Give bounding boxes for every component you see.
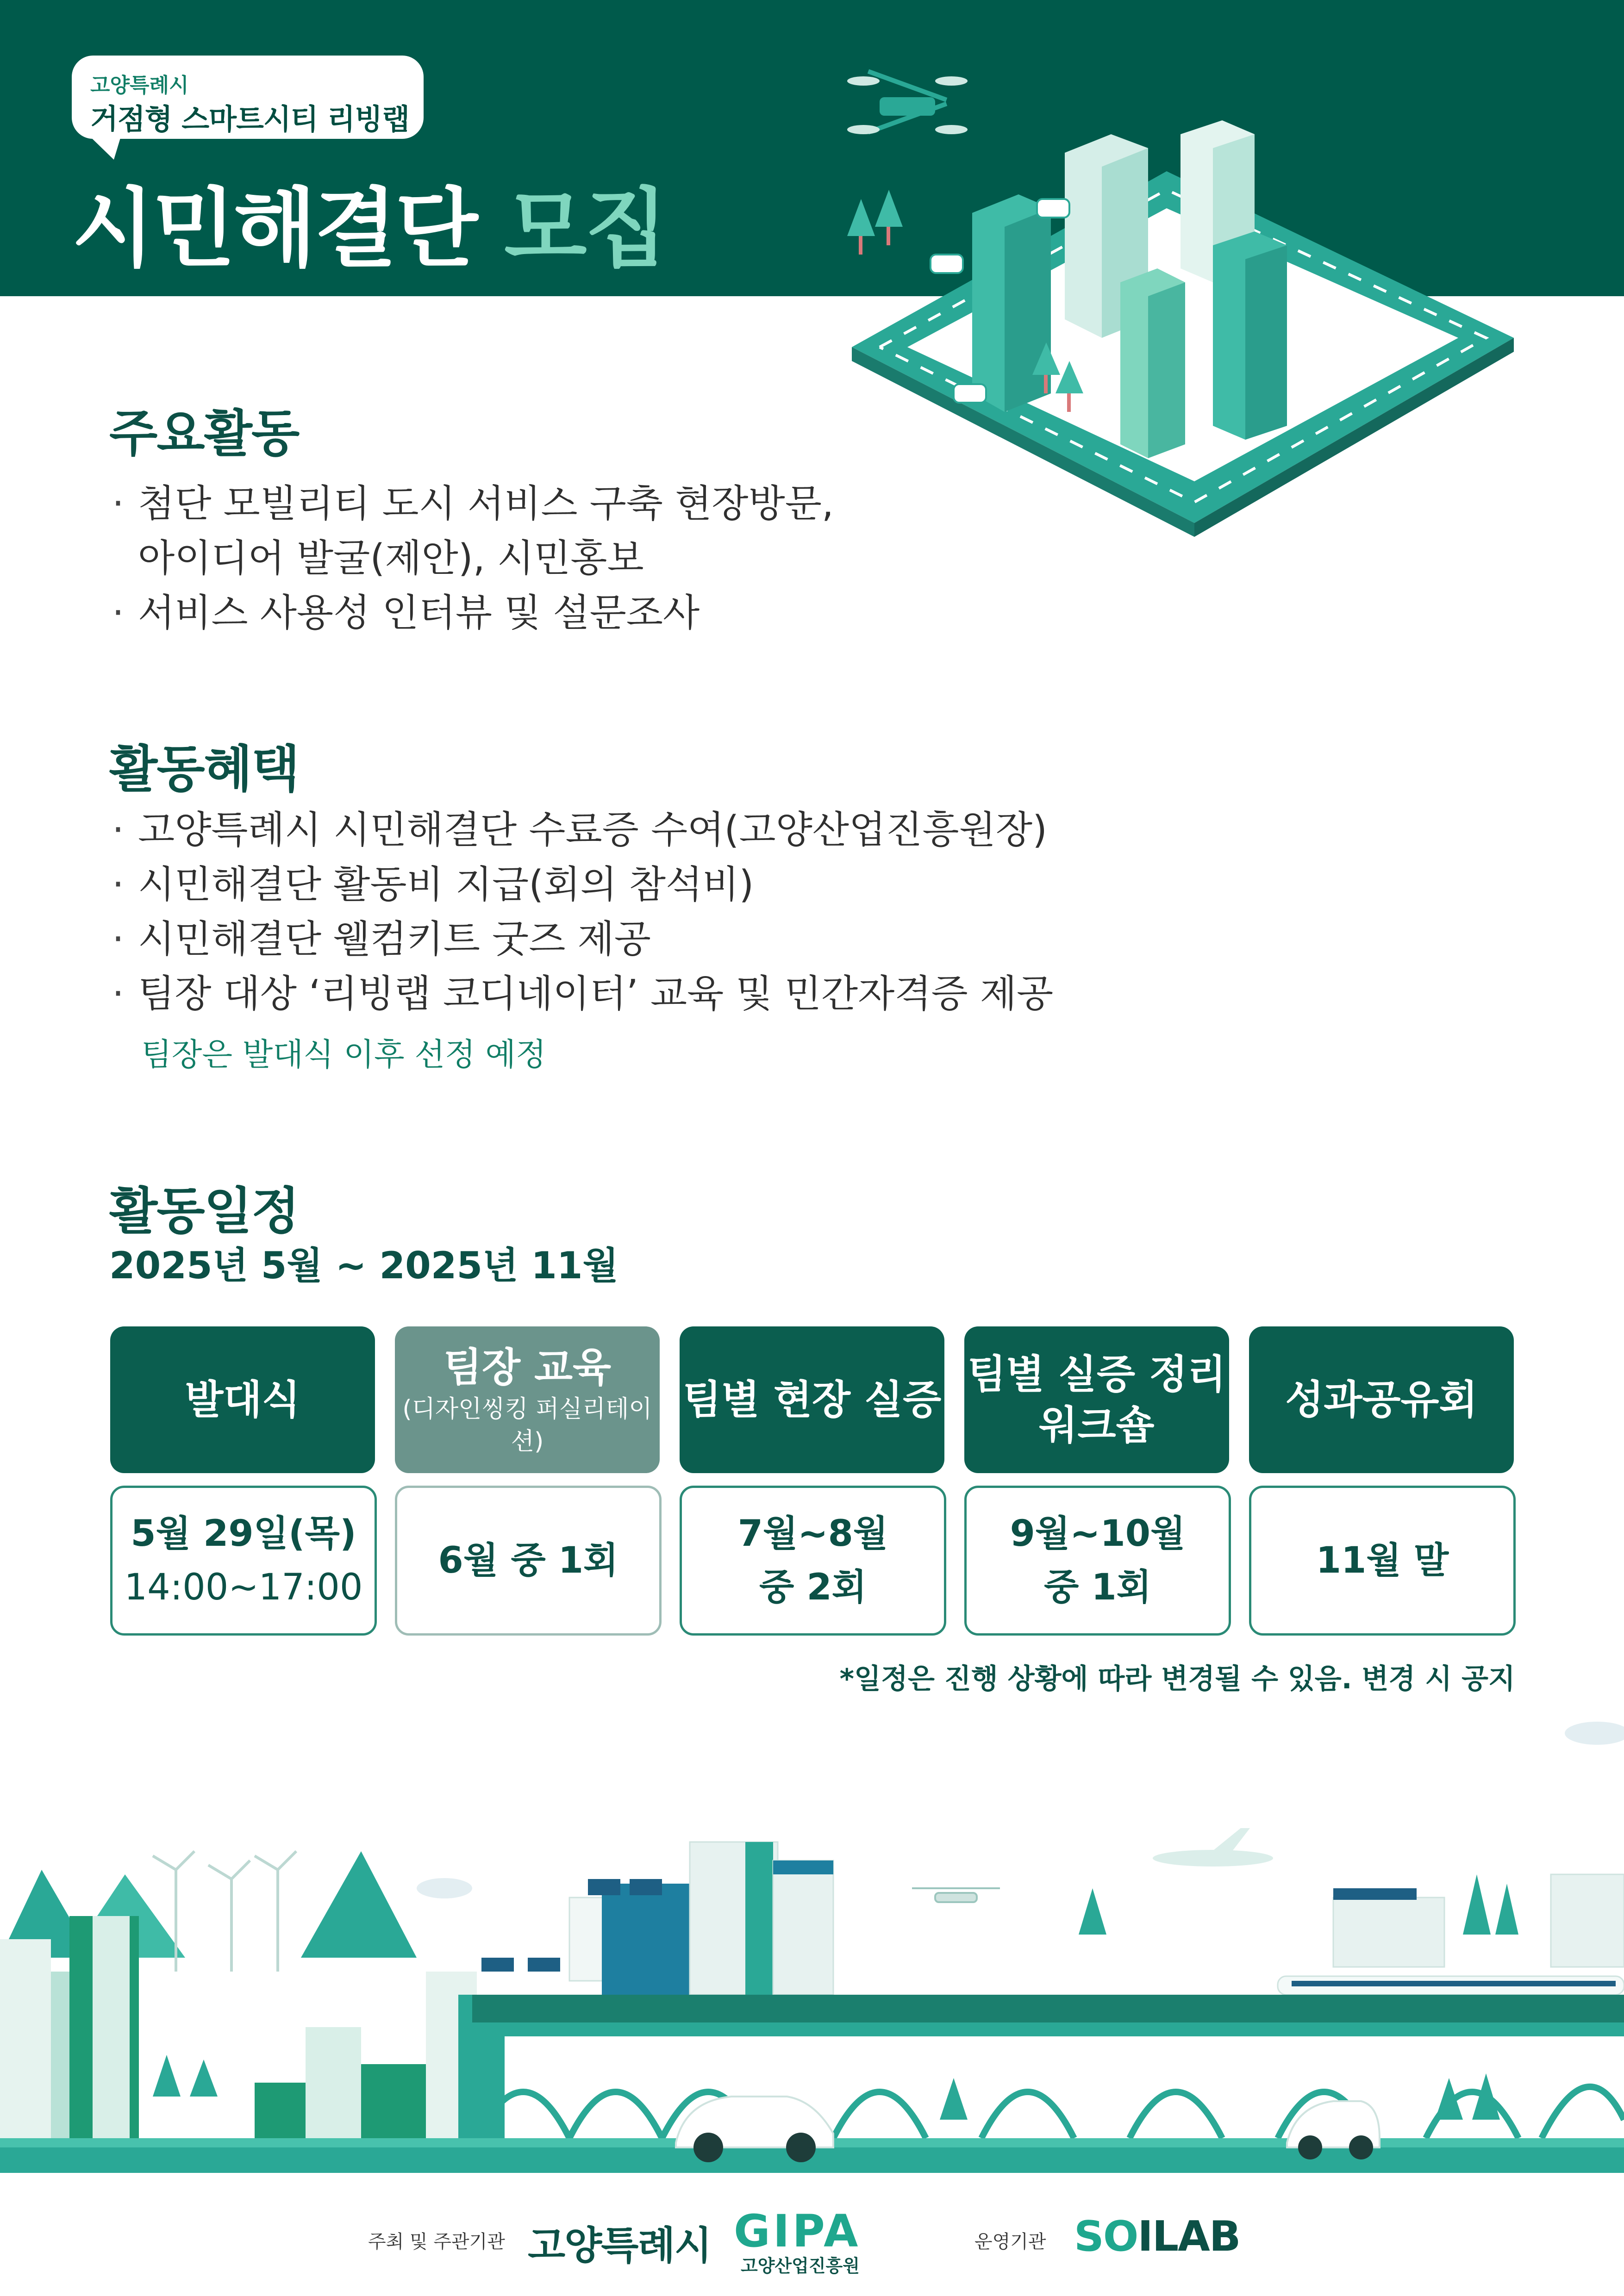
date-line: 11월 말 — [1316, 1540, 1449, 1581]
date-line: 7월~8월 — [737, 1513, 888, 1555]
benefit-item: · 시민해결단 웰컴키트 굿즈 제공 — [109, 912, 1220, 967]
date-field-test — [680, 1486, 946, 1636]
title-accent-text: 모집 — [504, 179, 666, 279]
gipa-logo: GIPA — [734, 2205, 861, 2257]
activity-item-text: 아이디어 발굴(제안), 시민홍보 — [138, 536, 644, 580]
airplane-icon — [1153, 1828, 1273, 1867]
title-main-text: 시민해결단 — [72, 179, 476, 279]
soilab-logo-part: SO — [1074, 2212, 1138, 2261]
step-title-line2: 워크숍 — [1039, 1402, 1155, 1449]
step-sharing — [1249, 1326, 1514, 1473]
step-title: 팀별 실증 정리 — [967, 1351, 1226, 1398]
activities-list — [109, 477, 896, 641]
program-label: 거점형 스마트시티 리빙랩 — [90, 102, 409, 136]
activity-item: · 첨단 모빌리티 도시 서비스 구축 현장방문, — [109, 477, 896, 531]
gipa-name: 고양산업진흥원 — [741, 2256, 860, 2276]
date-sharing — [1249, 1486, 1516, 1636]
step-title: 팀장 교육 — [443, 1344, 612, 1391]
date-line: 14:00~17:00 — [124, 1567, 363, 1608]
benefits-list — [109, 803, 1220, 1021]
cloud-icons — [417, 1722, 1624, 1898]
team-leader-note: 팀장은 발대식 이후 선정 예정 — [141, 1037, 546, 1073]
step-field-test — [680, 1326, 944, 1473]
operator-label: 운영기관 — [974, 2231, 1046, 2252]
date-kickoff — [110, 1486, 377, 1636]
date-line: 중 1회 — [1043, 1567, 1152, 1608]
schedule-heading: 활동일정 — [109, 1182, 299, 1240]
mountain-shapes — [0, 1851, 417, 1958]
drone-icon — [912, 1888, 1000, 1902]
step-workshop — [964, 1326, 1229, 1473]
date-line: 중 2회 — [759, 1567, 867, 1608]
date-line: 9월~10월 — [1010, 1513, 1186, 1555]
benefit-item: · 시민해결단 활동비 지급(회의 참석비) — [109, 858, 1220, 912]
goyang-logo: 고양특례시 — [528, 2223, 711, 2268]
page-title — [72, 160, 666, 283]
program-bubble — [72, 56, 424, 139]
city-label: 고양특례시 — [90, 74, 189, 97]
host-label: 주최 및 주관기관 — [368, 2231, 505, 2252]
soilab-logo — [1074, 2212, 1240, 2261]
date-leader-training — [395, 1486, 662, 1636]
cityscape-illustration — [0, 1675, 1624, 2194]
activity-item-cont — [109, 531, 896, 586]
schedule-period: 2025년 5월 ~ 2025년 11월 — [109, 1244, 618, 1287]
step-leader-training — [395, 1326, 660, 1473]
schedule-note: *일정은 진행 상황에 따라 변경될 수 있음. 변경 시 공지 — [839, 1663, 1515, 1695]
step-title: 발대식 — [185, 1376, 300, 1423]
benefit-item: · 고양특례시 시민해결단 수료증 수여(고양산업진흥원장) — [109, 803, 1220, 858]
soilab-logo-part: ILAB — [1137, 2212, 1240, 2261]
smart-city-illustration — [833, 60, 1537, 541]
step-subtitle: (디자인씽킹 퍼실리테이션) — [402, 1395, 652, 1456]
date-line: 6월 중 1회 — [438, 1540, 618, 1581]
step-title: 성과공유회 — [1285, 1376, 1478, 1423]
benefits-heading: 활동혜택 — [109, 740, 299, 798]
benefit-item: · 팀장 대상 ‘리빙랩 코디네이터’ 교육 및 민간자격증 제공 — [109, 967, 1220, 1021]
date-workshop — [964, 1486, 1231, 1636]
date-line: 5월 29일(목) — [131, 1513, 356, 1555]
step-kickoff — [110, 1326, 375, 1473]
activities-heading: 주요활동 — [109, 405, 299, 463]
step-title: 팀별 현장 실증 — [682, 1376, 942, 1423]
activity-item: · 서비스 사용성 인터뷰 및 설문조사 — [109, 586, 896, 641]
drone-icon — [847, 69, 968, 135]
train-icon — [1278, 1976, 1624, 1995]
